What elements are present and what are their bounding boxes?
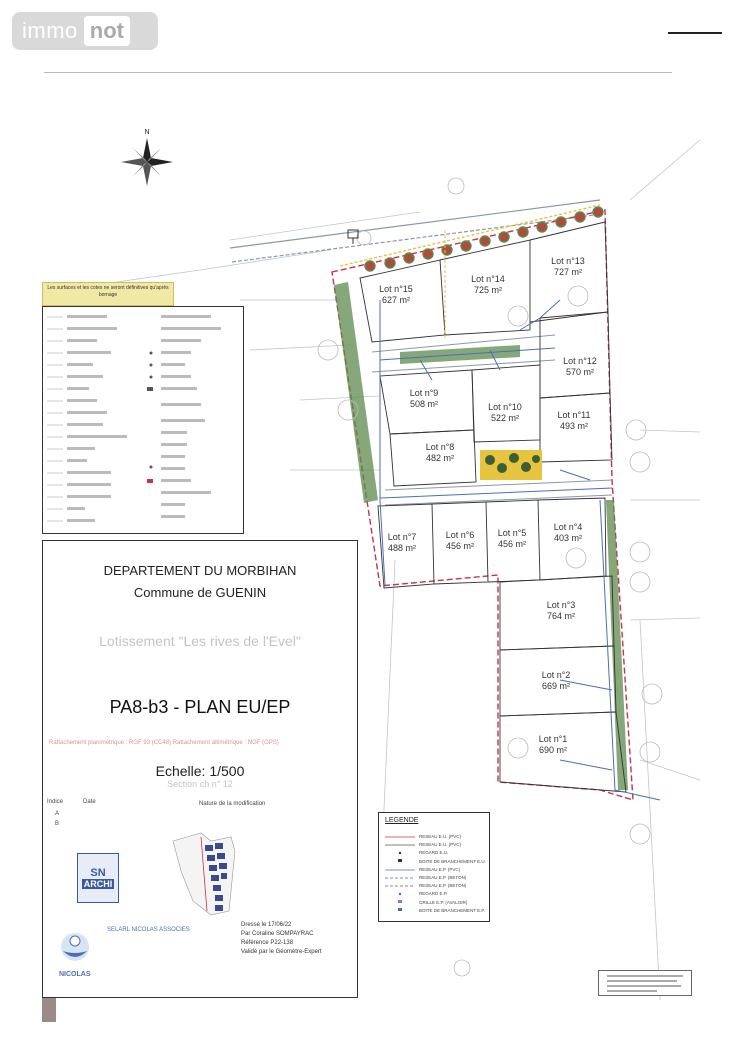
legend-item: REGARD E.P. — [419, 891, 448, 897]
approval-stamp — [598, 970, 692, 996]
history-date-header: Date — [83, 799, 96, 805]
archi-logo-bottom: ARCHI — [83, 879, 113, 889]
archi-logo — [77, 853, 119, 903]
scale: Echelle: 1/500 — [155, 763, 245, 779]
lot-label: Lot n°13 727 m² — [551, 256, 585, 277]
nicolas-logo-icon — [57, 929, 93, 969]
firm-name: SELARL NICOLAS ASSOCIES — [107, 927, 190, 933]
symbols-legend-box — [42, 306, 244, 534]
lot-label: Lot n°1 690 m² — [538, 734, 568, 755]
archi-logo-top: SN — [90, 867, 106, 879]
plan-title: PA8-b3 - PLAN EU/EP — [109, 697, 291, 717]
network-legend — [378, 812, 490, 922]
brand-part1: immo — [22, 18, 78, 43]
legend-item: BOITE DE BRANCHEMENT E.P. — [419, 907, 486, 913]
drawn-date: Dressé le 17/06/22 — [241, 922, 292, 928]
lot-outlines — [360, 222, 626, 792]
drawn-by: Par Coraline SOMPAYRAC — [241, 931, 314, 937]
history-indice-header: Indice — [47, 799, 64, 805]
legend-item: RESEAU E.P. (PVC) — [419, 866, 461, 872]
stamp-text-lines — [599, 971, 691, 995]
project-name: Lotissement "Les rives de l'Evel" — [99, 633, 301, 649]
history-row: A — [55, 811, 60, 817]
scale-subtitle: Section ch n° 12 — [167, 779, 233, 789]
corner-thumbnail — [42, 998, 56, 1022]
validated-by: Validé par le Géomètre-Expert — [241, 949, 322, 955]
lot-label: Lot n°12 570 m² — [563, 356, 597, 377]
commune: Commune de GUENIN — [133, 585, 267, 600]
department: DEPARTEMENT DU MORBIHAN — [103, 563, 297, 578]
legend-item: RESEAU E.U. (PVC) — [419, 842, 462, 848]
title-block — [42, 540, 358, 998]
symbols-legend-drawing — [43, 307, 243, 533]
lot-label: Lot n°3 764 m² — [546, 600, 576, 621]
lot-label: Lot n°9 508 m² — [409, 388, 439, 409]
history-row: B — [55, 821, 60, 827]
legend-item: RESEAU E.P. (BETON) — [419, 883, 467, 889]
drawing-info — [241, 921, 322, 957]
lot-label: Lot n°2 669 m² — [541, 670, 571, 691]
lot-label: Lot n°15 627 m² — [379, 284, 413, 305]
lot-label: Lot n°14 725 m² — [471, 274, 505, 295]
north-label: N — [144, 129, 150, 136]
reference: Référence P22-138 — [241, 940, 294, 946]
legend-item: REGARD E.U. — [419, 850, 449, 856]
history-nature-header: Nature de la modification — [199, 801, 266, 807]
brand-part2: not — [84, 16, 130, 46]
legend-item: GRILLE E.P. (AVALOIR) — [419, 899, 468, 905]
firm-short-name: NICOLAS — [59, 971, 91, 978]
compass-rose-icon — [121, 138, 173, 186]
lot-label: Lot n°10 522 m² — [488, 402, 522, 423]
lot-label: Lot n°7 488 m² — [387, 532, 417, 553]
lot-label: Lot n°11 493 m² — [557, 410, 591, 431]
legend-item: RESEAU E.U. (PVC) — [419, 834, 462, 839]
legend-title: LEGENDE — [385, 817, 419, 824]
legend-items — [419, 833, 486, 915]
legend-item: RESEAU E.P. (BETON) — [419, 875, 467, 881]
surfaces-note: Les surfaces et les cotes ne seront définitives qu'après bornage — [42, 282, 174, 306]
lot-label: Lot n°5 456 m² — [497, 528, 527, 549]
lot-label: Lot n°8 482 m² — [425, 442, 455, 463]
rattachement-note: Rattachement planimétrique : RGF 93 (CC48) Rattachement altimétrique : NGF (GPS) — [49, 740, 279, 746]
lot-label: Lot n°6 456 m² — [445, 530, 475, 551]
legend-item: BOITE DE BRANCHEMENT E.U. — [419, 858, 486, 864]
location-map-thumbnail — [171, 831, 241, 917]
lot-label: Lot n°4 403 m² — [553, 522, 583, 543]
